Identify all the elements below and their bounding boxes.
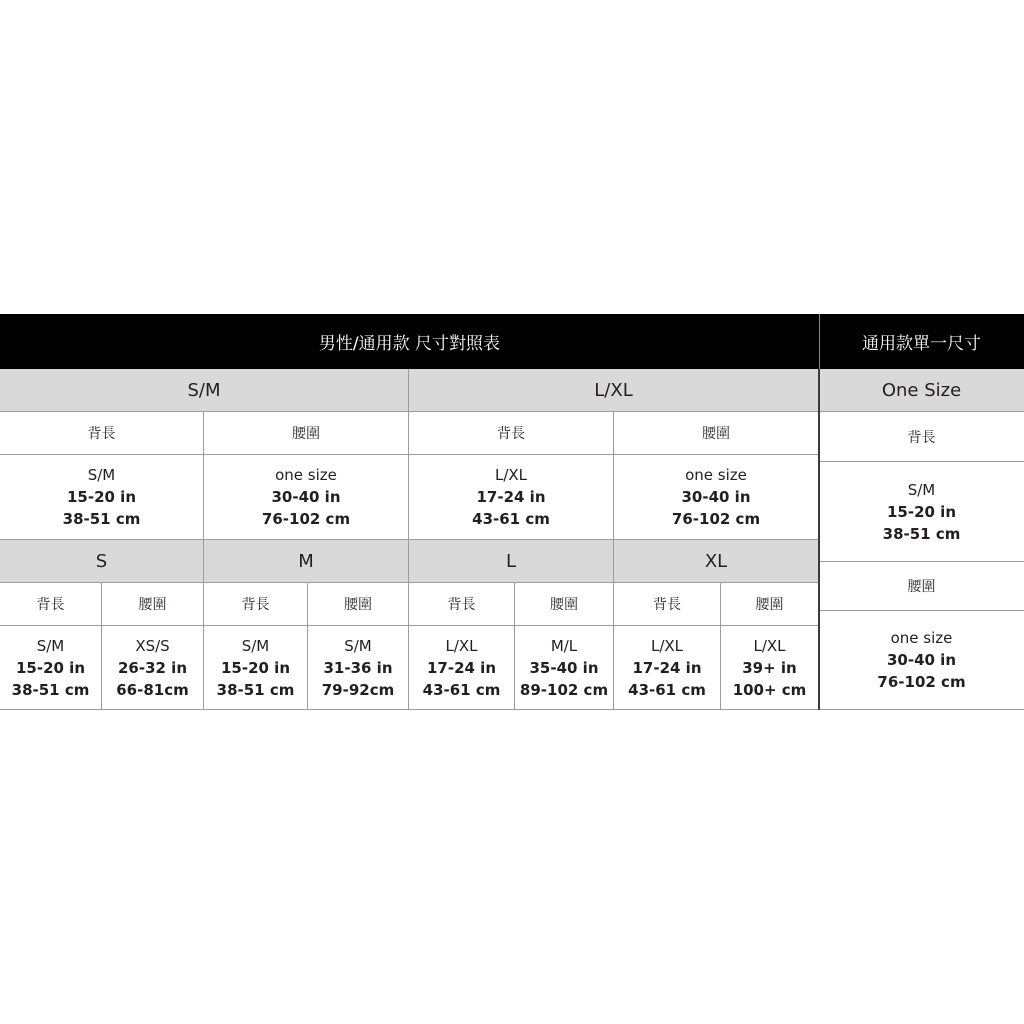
cm-value: 38-51 cm [62, 510, 141, 528]
measure-value-cell [409, 455, 614, 540]
cm-value: 43-61 cm [628, 680, 706, 699]
measure-value-cell [409, 626, 515, 710]
measure-value-cell [204, 455, 409, 540]
measure-label: 腰圍 [907, 579, 936, 595]
inch-value: 15-20 in [66, 488, 137, 506]
measure-label-cell [204, 583, 308, 626]
measure-label: 背長 [87, 426, 116, 442]
section-divider [818, 369, 820, 710]
inch-value: 17-24 in [476, 488, 546, 506]
single-size-header [0, 540, 204, 583]
inch-value: 35-40 in [529, 658, 599, 677]
cm-value: 38-51 cm [11, 680, 90, 699]
single-size-header [204, 540, 409, 583]
measure-label: 背長 [447, 597, 476, 613]
measure-label: 背長 [497, 426, 525, 442]
measure-label: 腰圍 [755, 597, 784, 613]
measure-value-cell [308, 626, 409, 710]
inch-value: 30-40 in [886, 651, 957, 669]
cm-value: 89-102 cm [519, 680, 609, 699]
size-text: L/XL [445, 636, 478, 655]
inch-value: 17-24 in [426, 658, 497, 677]
measure-value-cell [204, 626, 308, 710]
size-text: L/XL [494, 466, 528, 484]
measure-value-cell [0, 455, 204, 540]
size-text: S/M [344, 636, 372, 655]
cm-value: 76-102 cm [877, 673, 966, 691]
measure-label: 腰圍 [344, 597, 372, 613]
size-text: one size [275, 466, 337, 484]
single-size-label: XL [704, 550, 728, 572]
combo-size-header [409, 369, 819, 412]
measure-label-cell [102, 583, 204, 626]
size-text: one size [890, 629, 953, 647]
header-divider [819, 314, 820, 369]
inch-value: 26-32 in [117, 658, 188, 677]
measure-label-cell [204, 412, 409, 455]
combo-size-label: S/M [187, 379, 221, 401]
inch-value: 15-20 in [220, 658, 291, 677]
measure-label-cell [614, 412, 819, 455]
single-size-label: L [505, 550, 517, 572]
inch-value: 15-20 in [886, 502, 957, 521]
measure-label-cell [308, 583, 409, 626]
combo-size-label: L/XL [594, 379, 633, 401]
inch-value: 30-40 in [271, 488, 341, 506]
one-size-value-cell [819, 462, 1024, 562]
one-size-value-cell [819, 611, 1024, 710]
cm-value: 76-102 cm [261, 510, 351, 528]
measure-value-cell [515, 626, 614, 710]
cm-value: 43-61 cm [422, 680, 501, 699]
measure-label: 背長 [36, 597, 65, 613]
single-size-label: S [95, 550, 108, 572]
cm-value: 100+ cm [732, 680, 807, 699]
measure-label-cell [0, 412, 204, 455]
inch-value: 17-24 in [632, 658, 702, 677]
combo-size-header [0, 369, 409, 412]
measure-label-cell [409, 583, 515, 626]
size-text: L/XL [753, 636, 786, 655]
one-size-label-cell [819, 562, 1024, 611]
main-header-bar [0, 314, 819, 369]
side-header-bar [819, 314, 1024, 369]
measure-label: 背長 [241, 597, 270, 613]
measure-value-cell [614, 455, 819, 540]
size-text: S/M [36, 636, 65, 655]
inch-value: 39+ in [742, 658, 797, 677]
measure-label: 背長 [653, 597, 681, 613]
single-size-label: M [298, 550, 314, 572]
measure-label: 腰圍 [550, 597, 578, 613]
measure-value-cell [614, 626, 721, 710]
measure-value-cell [0, 626, 102, 710]
measure-label-cell [409, 412, 614, 455]
main-title: 男性/通用款 尺寸對照表 [318, 334, 501, 354]
single-size-header [614, 540, 819, 583]
measure-label: 背長 [907, 429, 936, 446]
side-title: 通用款單一尺寸 [862, 334, 981, 354]
one-size-label: One Size [881, 379, 962, 401]
cm-value: 79-92cm [321, 680, 395, 699]
measure-label-cell [614, 583, 721, 626]
measure-value-cell [102, 626, 204, 710]
measure-label-cell [515, 583, 614, 626]
single-size-header [409, 540, 614, 583]
size-text: M/L [550, 636, 578, 655]
size-text: L/XL [650, 636, 684, 655]
size-text: S/M [87, 466, 116, 484]
cm-value: 43-61 cm [472, 510, 550, 528]
cm-value: 66-81cm [116, 680, 189, 699]
measure-label-cell [721, 583, 819, 626]
size-text: XS/S [135, 636, 170, 655]
measure-label: 腰圍 [702, 426, 730, 442]
cm-value: 76-102 cm [671, 510, 761, 528]
size-text: S/M [241, 636, 270, 655]
size-text: S/M [907, 480, 936, 499]
measure-label: 腰圍 [138, 597, 167, 613]
measure-label: 腰圍 [292, 426, 320, 442]
one-size-header [819, 369, 1024, 412]
inch-value: 31-36 in [323, 658, 393, 677]
measure-label-cell [0, 583, 102, 626]
measure-value-cell [721, 626, 819, 710]
cm-value: 38-51 cm [216, 680, 295, 699]
one-size-label-cell [819, 412, 1024, 462]
cm-value: 38-51 cm [882, 524, 961, 543]
inch-value: 15-20 in [15, 658, 86, 677]
inch-value: 30-40 in [681, 488, 751, 506]
size-text: one size [685, 466, 747, 484]
